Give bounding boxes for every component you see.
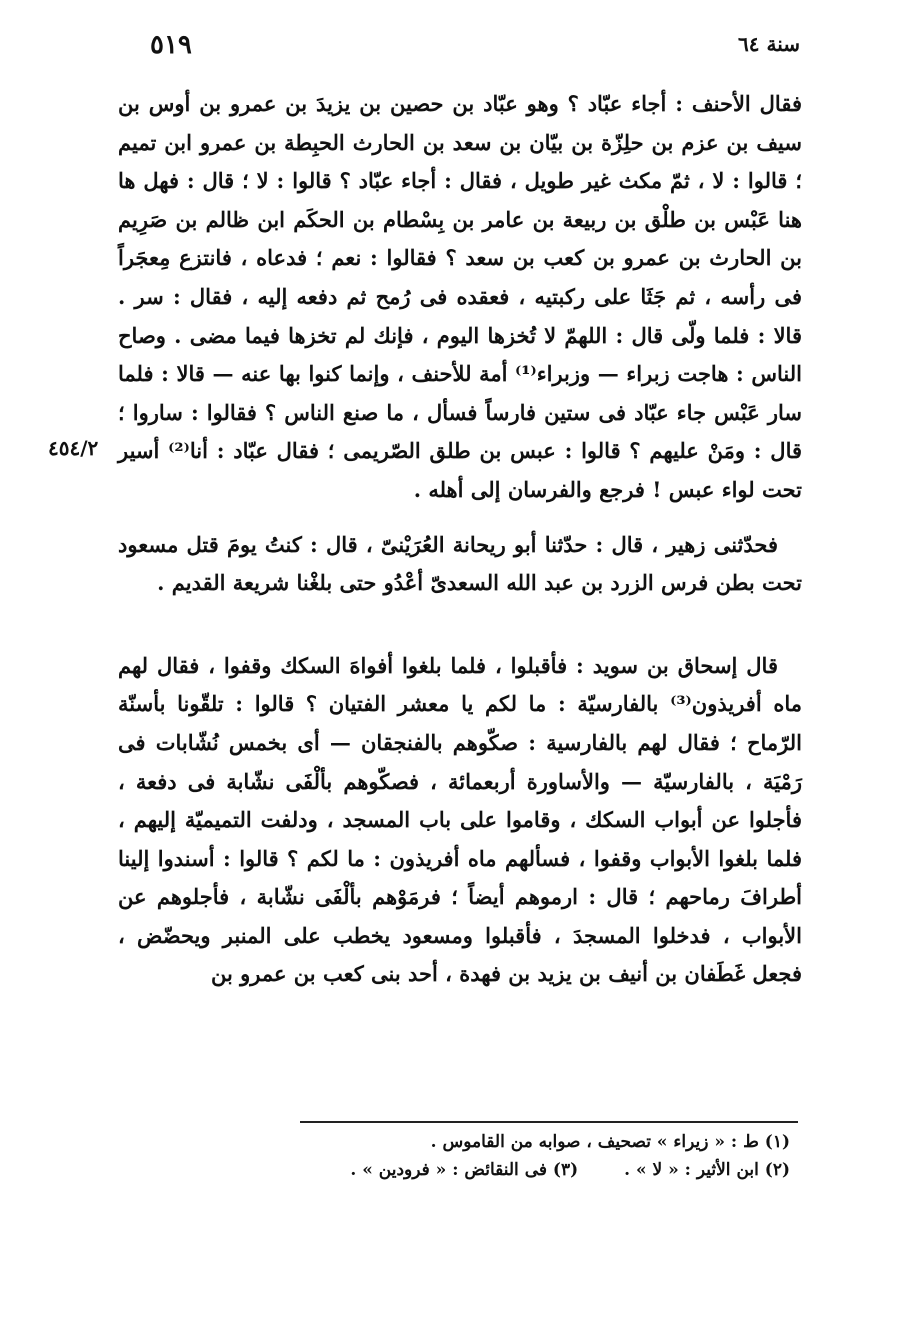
paragraph-2: فحدّثنى زهير ، قال : حدّثنا أبو ريحانة العُرَيْنىّ ، قال : كنتُ يومَ قتل مسعود تحت بطن فرس الزرد بن عبد الله السعدىّ أعْدُو حتى بلغْنا شريعة القديم . bbox=[118, 531, 802, 596]
footnote-1: (١) ط : « زيراء » تصحيف ، صوابه من القاموس . bbox=[430, 1132, 790, 1152]
footnote-rule bbox=[300, 1121, 798, 1123]
main-text bbox=[118, 85, 802, 994]
footnotes bbox=[150, 1128, 790, 1184]
page-header bbox=[120, 30, 800, 70]
paragraph-gap bbox=[118, 510, 802, 526]
footnote-3: (٣) فى النقائض : « فرودين » . bbox=[350, 1160, 579, 1180]
footnote-2-3-line bbox=[150, 1156, 790, 1184]
margin-reference: ٤٥٤/٢ bbox=[48, 436, 99, 460]
running-head-year: سنة ٦٤ bbox=[738, 32, 800, 56]
footnote-2: (٢) ابن الأثير : « لا » . bbox=[624, 1160, 790, 1180]
page-number: ٥١٩ bbox=[150, 30, 192, 60]
section-gap bbox=[118, 603, 802, 647]
paragraph-1: فقال الأحنف : أجاء عبّاد ؟ وهو عبّاد بن حصين بن يزيدَ بن عمرو بن أوس بن سيف بن عزم بن حلِزّة بن بيّان بن سعد بن الحارث الحبِطة بن عمرو ابن تميم ؛ قالوا : لا ، ثمّ مكث غير طويل ، فقال : أجاء عبّاد ؟ قالوا : لا ؛ قال : فهل ها هنا عَبْس بن طلْق بن ربيعة بن عامر بن بِسْطام بن الحكَم ابن ظالم بن صَرِيم بن الحارث بن عمرو بن كعب بن سعد ؟ فقالوا : نعم ؛ فدعاه ، فانتزع مِعجَراً فى رأسه ، ثم جَثَا على ركبتيه ، فعقده فى رُمح ثم دفعه إليه ، فقال : سر . قالا : فلما ولّى قال : اللهمّ لا تُخزها اليوم ، فإنك لم تخزها فيما مضى . وصاح الناس : هاجت زبراء — وزبراء⁽¹⁾ أمة للأحنف ، وإنما كنوا بها عنه — قالا : فلما سار عَبْس جاء عبّاد فى ستين فارساً فسأل ، ما صنع الناس ؟ فقالوا : ساروا ؛ قال : ومَنْ عليهم ؟ قالوا : عبس بن طلق الصّريمى ؛ فقال عبّاد : أنا⁽²⁾ أسير تحت لواء عبس ! فرجع والفرسان إلى أهله . bbox=[118, 91, 803, 502]
paragraph-3: قال إسحاق بن سويد : فأقبلوا ، فلما بلغوا أفواهَ السكك وقفوا ، فقال لهم ماه أفريذون⁽³⁾ بالفارسيّة : ما لكم يا معشر الفتيان ؟ قالوا : تلقّونا بأسنّة الرّماح ؛ فقال لهم بالفارسية : صكّوهم بالفنجقان — أى بخمس نُشّابات فى رَمْيَة ، بالفارسيّة — والأساورة أربعمائة ، فصكّوهم بألْفَى نشّابة فى دفعة ، فأجلوا عن أبواب السكك ، وقاموا على باب المسجد ، ودلفت التميميّة إليهم ، فلما بلغوا الأبواب وقفوا ، فسألهم ماه أفريذون : ما لكم ؟ قالوا : أسندوا إلينا أطرافَ رماحهم ؛ قال : ارموهم أيضاً ؛ فرمَوْهم بألْفَى نشّابة ، فأجلوهم عن الأبواب ، فدخلوا المسجدَ ، فأقبلوا ومسعود يخطب على المنبر ويحضّض ، فجعل غَطَفان بن أنيف بن يزيد بن فهدة ، أحد بنى كعب بن عمرو بن bbox=[118, 652, 802, 987]
